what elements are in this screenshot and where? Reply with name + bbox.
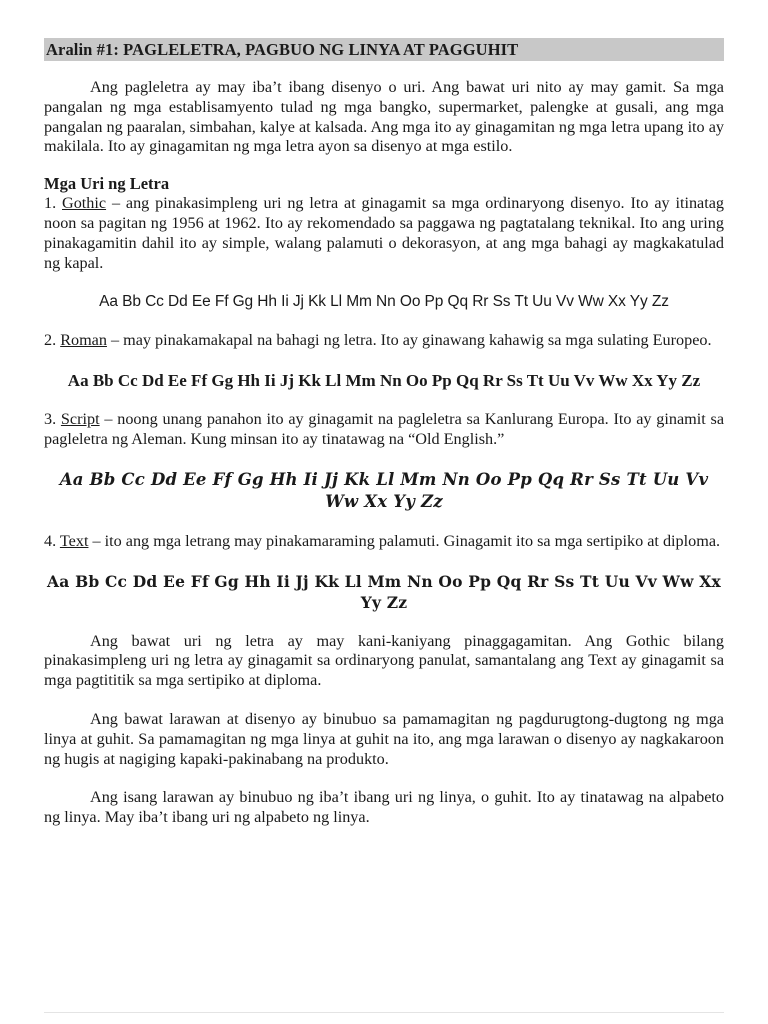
roman-alphabet-sample: Aa Bb Cc Dd Ee Ff Gg Hh Ii Jj Kk Ll Mm Nn Oo Pp Qq Rr Ss Tt Uu Vv Ww Xx Yy Zz: [67, 371, 701, 391]
type-term-gothic: Gothic: [62, 194, 107, 213]
body-paragraph: Ang bawat uri ng letra ay may kani-kaniyang pinaggagamitan. Ang Gothic bilang pinakasimpleng uri ng letra ay ginagamit sa ordinaryong panulat, samantalang ang Text ay ginagamit sa mga pagtititik sa mga sertipiko at diploma.: [44, 631, 724, 690]
type-term-text: Text: [59, 531, 89, 550]
type-script-description: [44, 410, 724, 450]
lesson-title: Aralin #1: PAGLELETRA, PAGBUO NG LINYA AT PAGGUHIT: [44, 38, 724, 61]
section-heading: Mga Uri ng Letra: [44, 174, 170, 194]
document-page: [44, 38, 724, 828]
type-description: – ito ang mga letrang may pinakamaraming palamuti. Ginagamit ito sa mga sertipiko at diploma.: [88, 531, 721, 550]
text-alphabet-sample: Aa Bb Cc Dd Ee Ff Gg Hh Ii Jj Kk Ll Mm Nn Oo Pp Qq Rr Ss Tt Uu Vv Ww Xx Yy Zz: [47, 571, 721, 612]
type-description: – noong unang panahon ito ay ginagamit na pagleletra sa Kanlurang Europa. Ito ay ginamit sa pagleletra ng Aleman. Kung minsan ito ay tinatawag na “Old English.”: [44, 410, 724, 448]
type-number: 3.: [44, 410, 57, 429]
type-term-script: Script: [60, 410, 100, 429]
footer-divider: [44, 1012, 724, 1013]
body-paragraph: Ang bawat larawan at disenyo ay binubuo sa pamamagitan ng pagdurugtong-dugtong ng mga linya at guhit. Sa pamamagitan ng mga linya at guhit na ito, ang mga larawan o disenyo ay nagkakaroon ng hugis at nagiging kapaki-pakinabang na produkto.: [44, 709, 724, 768]
type-gothic-description: [44, 194, 724, 273]
type-description: – may pinakamakapal na bahagi ng letra. Ito ay ginawang kahawig sa mga sulating Europeo.: [106, 331, 712, 350]
script-alphabet-sample: Aa Bb Cc Dd Ee Ff Gg Hh Ii Jj Kk Ll Mm Nn Oo Pp Qq Rr Ss Tt Uu Vv Ww Xx Yy Zz: [59, 469, 709, 511]
type-text-description: [44, 532, 724, 552]
type-description: – ang pinakasimpleng uri ng letra at ginagamit sa mga ordinaryong disenyo. Ito ay itinatag noon sa pagitan ng 1956 at 1962. Ito ay rekomendado sa paggawa ng pagtatalang teknikal. Ito ang uring pinakagamitin dahil ito ay simple, walang palamuti o dekorasyon, at ang mga bahagi ay magkakatulad ng kapal.: [44, 194, 725, 272]
type-number: 1.: [44, 194, 57, 213]
gothic-alphabet-sample: Aa Bb Cc Dd Ee Ff Gg Hh Ii Jj Kk Ll Mm Nn Oo Pp Qq Rr Ss Tt Uu Vv Ww Xx Yy Zz: [99, 293, 669, 311]
type-number: 4.: [44, 531, 57, 550]
intro-paragraph: Ang pagleletra ay may iba’t ibang disenyo o uri. Ang bawat uri nito ay may gamit. Sa mga pangalan ng mga establisamyento tulad ng mga bangko, supermarket, palengke at gusali, ang mga pangalan ng paaralan, simbahan, kalye at kalsada. Ang mga ito ay ginagamitan ng mga letra upang ito ay makilala. Ito ay ginagamitan ng mga letra ayon sa disenyo at mga estilo.: [44, 78, 724, 156]
type-roman-description: [44, 331, 724, 351]
type-number: 2.: [44, 331, 57, 350]
body-paragraph: Ang isang larawan ay binubuo ng iba’t ibang uri ng linya, o guhit. Ito ay tinatawag na alpabeto ng linya. May iba’t ibang uri ng alpabeto ng linya.: [44, 788, 724, 827]
type-term-roman: Roman: [60, 331, 107, 350]
